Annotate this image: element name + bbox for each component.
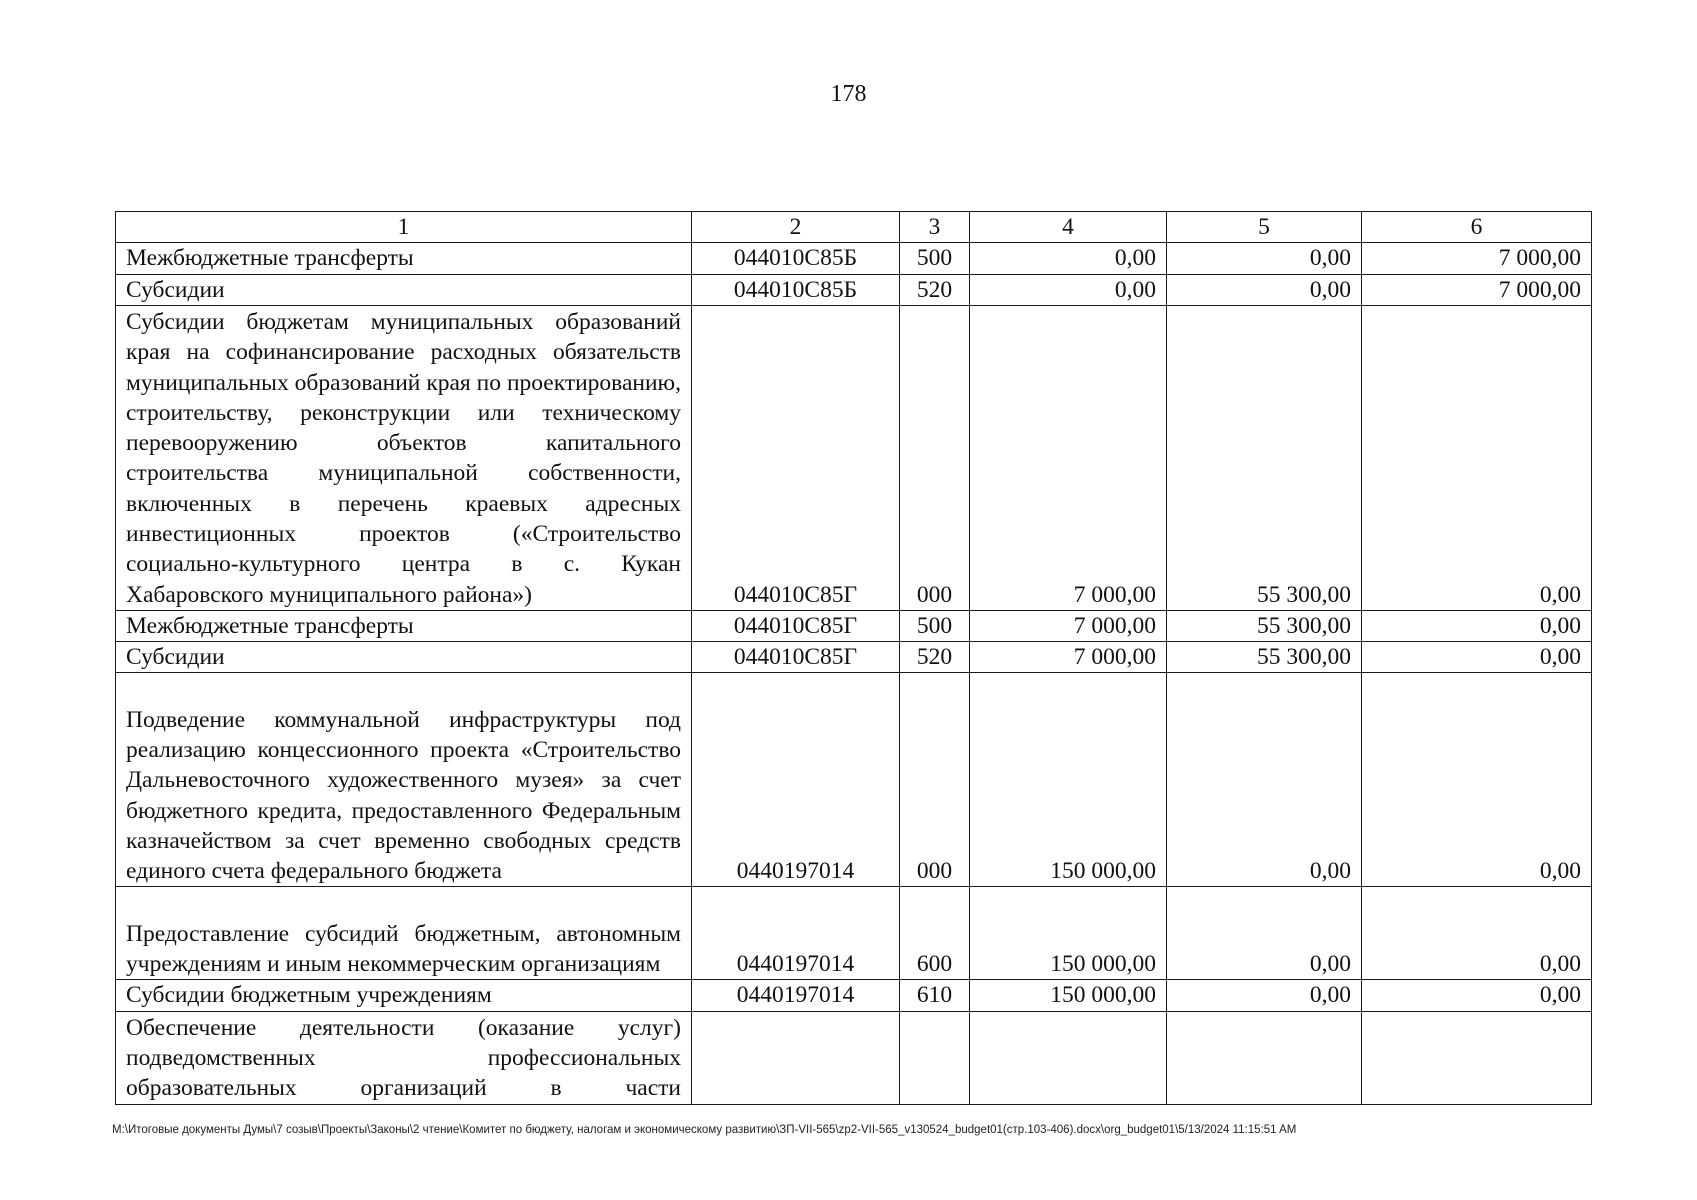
row-sum-5: 55 300,00 xyxy=(1167,642,1362,673)
row-name: Субсидии xyxy=(116,274,692,305)
row-sum-4: 7 000,00 xyxy=(970,305,1167,610)
row-name: Субсидии xyxy=(116,642,692,673)
row-expense-type: 600 xyxy=(900,887,970,980)
row-sum-4: 150 000,00 xyxy=(970,673,1167,887)
row-sum-5: 0,00 xyxy=(1167,887,1362,980)
row-expense-type: 520 xyxy=(900,274,970,305)
column-number-4: 4 xyxy=(970,212,1167,243)
table-row xyxy=(116,305,1592,610)
table-row xyxy=(116,610,1592,641)
row-code: 0440197014 xyxy=(692,673,900,887)
row-name: Субсидии бюджетам муниципальных образований края на софинансирование расходных обязательств муниципальных образований края по проектированию, строительству, реконструкции или техническому перевооружению объектов капитального строительства муниципальной собственности, включенных в перечень краевых адресных инвестиционных проектов («Строительство социально-культурного центра в с. Кукан Хабаровского муниципального района») xyxy=(116,305,692,610)
row-code: 044010С85Г xyxy=(692,642,900,673)
table-header-row xyxy=(116,212,1592,243)
row-name: Подведение коммунальной инфраструктуры под реализацию концессионного проекта «Строительство Дальневосточного художественного музея» за счет бюджетного кредита, предоставленного Федеральным казначейством за счет временно свободных средств единого счета федерального бюджета xyxy=(116,673,692,887)
row-code: 0440197014 xyxy=(692,887,900,980)
budget-table xyxy=(115,211,1592,1105)
row-name: Межбюджетные трансферты xyxy=(116,610,692,641)
row-sum-4: 7 000,00 xyxy=(970,610,1167,641)
row-sum-4: 150 000,00 xyxy=(970,980,1167,1011)
row-sum-4: 0,00 xyxy=(970,274,1167,305)
row-sum-6: 0,00 xyxy=(1362,980,1592,1011)
row-sum-4: 150 000,00 xyxy=(970,887,1167,980)
row-expense-type: 000 xyxy=(900,673,970,887)
column-number-5: 5 xyxy=(1167,212,1362,243)
row-sum-6 xyxy=(1362,1011,1592,1104)
file-path-footer: M:\Итоговые документы Думы\7 созыв\Проекты\Законы\2 чтение\Комитет по бюджету, налогам и экономическому развитию\ЗП-VII-565\zp2-VII-565_v130524_budget01(стр.103-406).docx\org_budget01\5/13/2024 11:15:51 AM xyxy=(112,1124,1297,1136)
row-code: 044010С85Б xyxy=(692,243,900,274)
column-number-1: 1 xyxy=(116,212,692,243)
column-number-2: 2 xyxy=(692,212,900,243)
table-row xyxy=(116,980,1592,1011)
row-name: Межбюджетные трансферты xyxy=(116,243,692,274)
row-sum-6: 7 000,00 xyxy=(1362,274,1592,305)
row-code: 044010С85Г xyxy=(692,610,900,641)
row-name: Обеспечение деятельности (оказание услуг) подведомственных профессиональных образовательных организаций в части xyxy=(116,1011,692,1104)
row-code: 044010С85Г xyxy=(692,305,900,610)
row-expense-type: 520 xyxy=(900,642,970,673)
row-sum-5: 0,00 xyxy=(1167,274,1362,305)
row-sum-6: 0,00 xyxy=(1362,642,1592,673)
row-sum-5: 0,00 xyxy=(1167,243,1362,274)
row-name: Предоставление субсидий бюджетным, автономным учреждениям и иным некоммерческим организациям xyxy=(116,887,692,980)
row-sum-6: 0,00 xyxy=(1362,887,1592,980)
row-sum-5 xyxy=(1167,1011,1362,1104)
row-name: Субсидии бюджетным учреждениям xyxy=(116,980,692,1011)
column-number-6: 6 xyxy=(1362,212,1592,243)
row-sum-6: 0,00 xyxy=(1362,305,1592,610)
row-sum-6: 0,00 xyxy=(1362,610,1592,641)
table-row xyxy=(116,642,1592,673)
row-expense-type: 610 xyxy=(900,980,970,1011)
row-sum-6: 0,00 xyxy=(1362,673,1592,887)
row-sum-6: 7 000,00 xyxy=(1362,243,1592,274)
row-sum-5: 55 300,00 xyxy=(1167,305,1362,610)
column-number-3: 3 xyxy=(900,212,970,243)
row-sum-5: 0,00 xyxy=(1167,980,1362,1011)
row-expense-type xyxy=(900,1011,970,1104)
table-row xyxy=(116,243,1592,274)
table-row xyxy=(116,1011,1592,1104)
table-row xyxy=(116,673,1592,887)
row-code: 0440197014 xyxy=(692,980,900,1011)
row-expense-type: 000 xyxy=(900,305,970,610)
table-row xyxy=(116,887,1592,980)
row-sum-4: 0,00 xyxy=(970,243,1167,274)
row-sum-5: 55 300,00 xyxy=(1167,610,1362,641)
row-sum-5: 0,00 xyxy=(1167,673,1362,887)
row-expense-type: 500 xyxy=(900,243,970,274)
row-sum-4: 7 000,00 xyxy=(970,642,1167,673)
page-number: 178 xyxy=(830,81,867,107)
row-code: 044010С85Б xyxy=(692,274,900,305)
row-expense-type: 500 xyxy=(900,610,970,641)
row-code xyxy=(692,1011,900,1104)
table-row xyxy=(116,274,1592,305)
row-sum-4 xyxy=(970,1011,1167,1104)
